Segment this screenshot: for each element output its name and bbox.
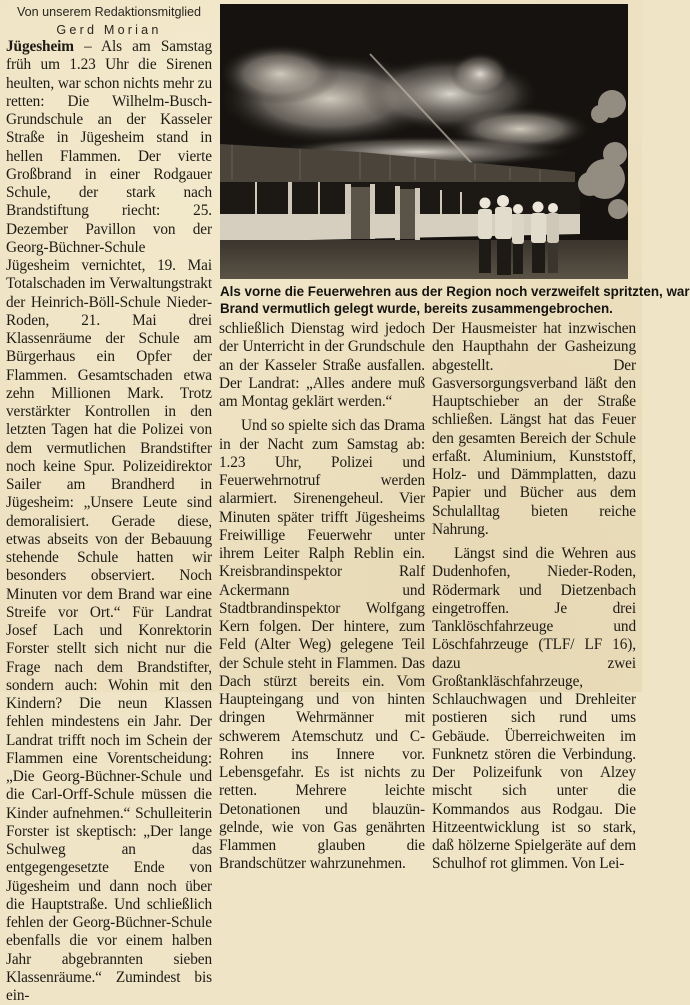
- firefighter: [512, 204, 524, 274]
- photo-caption: [220, 284, 690, 317]
- byline: [6, 3, 212, 39]
- door: [351, 187, 370, 239]
- article-column-3: [432, 320, 636, 874]
- smoke-cloud: [220, 44, 340, 104]
- news-photo: [220, 4, 628, 279]
- caption-line: Brand vermutlich gelegt wurde, bereits zusammengebrochen.: [220, 300, 613, 316]
- firefighter: [547, 203, 559, 273]
- door: [400, 189, 415, 239]
- article-column-1: [6, 38, 212, 1005]
- byline-prefix: Von unserem Redaktionsmitglied: [16, 5, 202, 19]
- dateline: Jügesheim: [6, 38, 74, 55]
- paragraph-text: – Als am Samstag früh um 1.23 Uhr die Sirenen heulten, war schon nichts mehr zu retten: Die Wilhelm-Busch-Grundschule an der Kasseler Straße in Jügesheim stand in hellen Flammen. Der vierte Großbrand in einer Rodgauer Schule, der stark nach Brandstiftung riecht: 25. Dezember Pavillon von der Georg-Büchner-Schule Jügesheim vernichtet, 19. Mai Totalschaden im Verwaltungstrakt der Heinrich-Böll-Schule Nieder-Roden, 21. Mai drei Klassenräume der Schule am Bürgerhaus ein Opfer der Flammen. Gesamtschaden etwa zehn Millionen Mark. Trotz verstärkter Kontrollen in den letzten Tagen hat die Polizei von dem vermutlichen Brandstifter noch keine Spur. Polizeidirektor Sailer am Brandherd in Jügesheim: „Unsere Leute sind demoralisiert. Gerade diese, etwas abseits von der Bebauung stehende Schule hatten wir besonders observiert. Noch Minuten vor dem Brand war eine Streife vor Ort.“ Für Landrat Josef Lach und Konrektorin Forster stellt sich nicht nur die Frage nach dem Brandstifter, sondern auch: Wohin mit den Kindern? Die neun Klassen fehlen mindestens ein Jahr. Der Landrat trifft noch im Schein der Flammen eine Vorentscheidung: „Die Georg-Büchner-Schule und die Carl-Orff-Schule müssen die Kinder aufnehmen.“ Schulleiterin Forster ist skeptisch: „Der lange Schulweg an das entgegengesetzte Ende von Jügesheim und dann noch über die Hauptstraße. Und schließlich fehlen der Georg-Büchner-Schule ebenfalls die vor einem halben Jahr abgebrannten sieben Klassenräume.“ Zumindest bis ein-: [6, 38, 212, 1004]
- article-paragraph: Längst sind die Wehren aus Dudenhofen, Nieder-Roden, Rödermark und Dietzenbach eingetroffen. Je drei Tanklöschfahrzeuge und Löschfahrzeuge (TLF/ LF 16), dazu zwei Großtankläschfahrzeuge, Schlauchwagen und Drehleiter postieren sich rund ums Gebäude. Überreichweiten im Funknetz stören die Verbindung. Der Polizeifunk von Alzey mischt sich unter die Kommandos aus Rodgau. Die Hitzeentwicklung ist so stark, daß hölzerne Spielgeräte auf dem Schulhof rot glimmen. Von Lei-: [432, 545, 636, 873]
- caption-line: Als vorne die Feuerwehren aus der Region noch verzweifelt spritzten, war: [220, 284, 690, 299]
- ground: [220, 240, 628, 279]
- article-paragraph: [6, 38, 212, 1005]
- fire-scene-illustration: [220, 4, 628, 279]
- article-paragraph: schließlich Dienstag wird jedoch der Unterricht in der Grundschule an der Kasseler Straße ausfallen. Der Landrat: „Alles andere muß am Montag geklärt werden.“: [219, 320, 425, 410]
- article-paragraph: Der Hausmeister hat inzwischen den Haupthahn der Gasheizung abgestellt. Der Gasversorgungsverband läßt den Hauptschieber an der Straße schließen. Längst hat das Feuer den gesamten Bereich der Schule erfaßt. Aluminium, Kunststoff, Holz- und Dämmplatten, dazu Papier und Bücher aus dem Schulalltag bieten reiche Nahrung.: [432, 320, 636, 538]
- byline-author: Gerd Morian: [56, 23, 162, 37]
- smoke-cloud: [450, 52, 510, 96]
- article-column-2: [219, 320, 425, 874]
- article-paragraph: Und so spielte sich das Drama in der Nacht zum Samstag ab: 1.23 Uhr, Polizei und Feuerwehrnotruf werden alarmiert. Sirenengeheul. Vier Minuten später trifft Jügesheims Freiwillige Feuerwehr unter ihrem Leiter Ralph Reblin ein. Kreisbrandinspektor Ralf Ackermann und Stadtbrandinspektor Wolfgang Kern folgen. Der hintere, zum Feld (Alter Weg) gelegene Teil der Schule steht in Flammen. Das Dach stürzt bereits ein. Vom Haupteingang und von hinten dringen Wehrmänner mit schwerem Atemschutz und C-Rohren ins Innere vor. Lebensgefahr. Es ist nichts zu retten. Mehrere leichte Detonationen und blauzün- gelnde, wie von Gas genährten Flammen glauben die Brandschützer wahrzunehmen.: [219, 417, 425, 873]
